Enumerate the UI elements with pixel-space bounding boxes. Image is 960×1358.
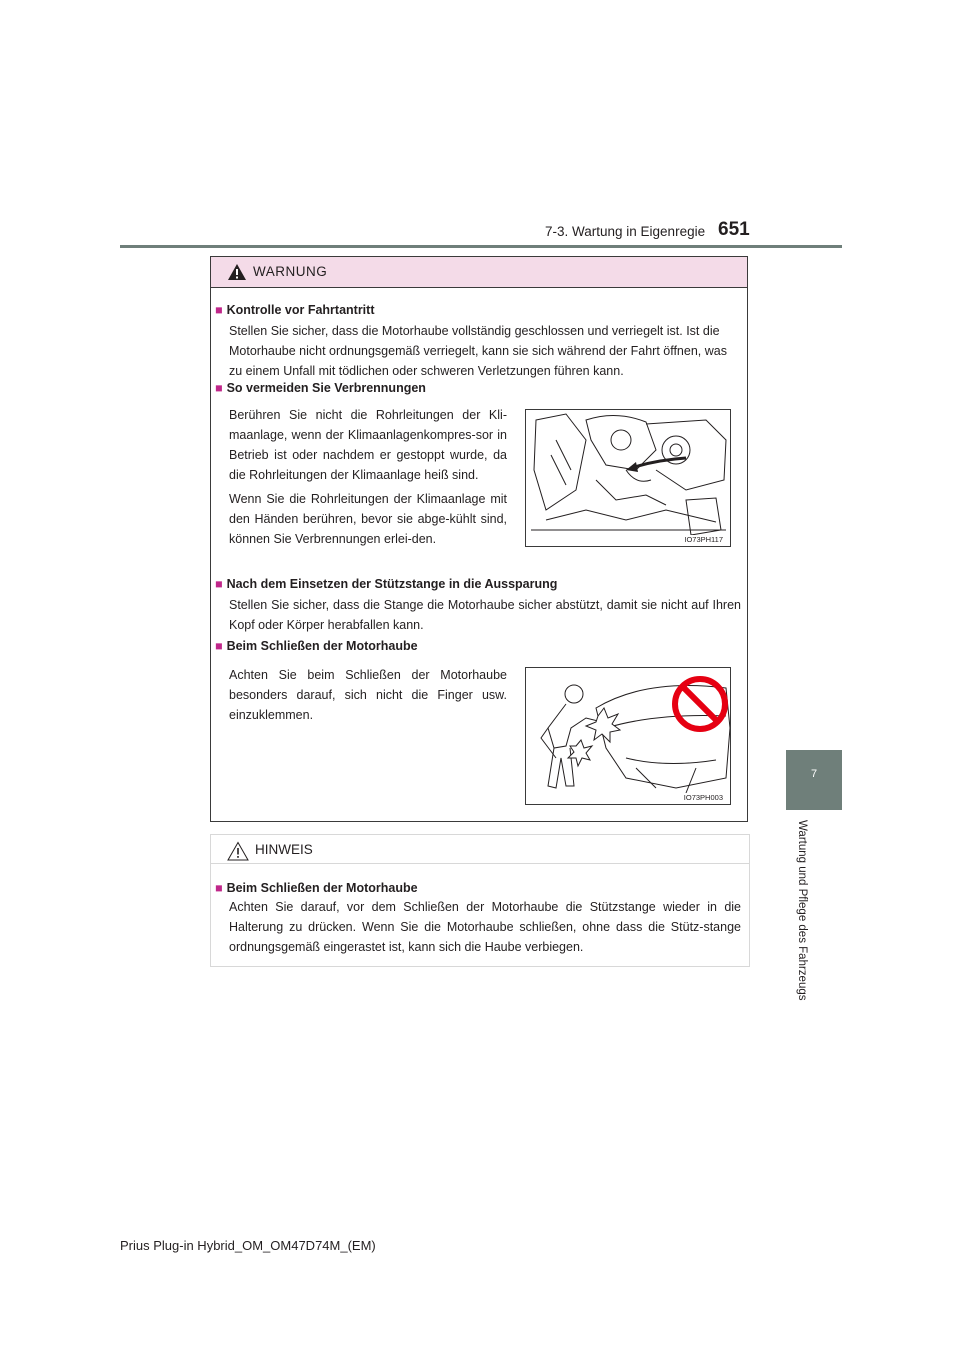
section-heading: ■ Kontrolle vor Fahrtantritt [215, 303, 375, 317]
note-heading: ■ Beim Schließen der Motorhaube [215, 881, 418, 895]
bullet-square-icon: ■ [215, 639, 223, 653]
section-heading: ■ Beim Schließen der Motorhaube [215, 639, 418, 653]
section-heading: ■ So vermeiden Sie Verbrennungen [215, 381, 426, 395]
paragraph: Berühren Sie nicht die Rohrleitungen der Kli-maanlage, wenn der Klimaanlagenkompres-sor in Betrieb ist oder nachdem er gestoppt wurde, da die Rohrleitungen der Klimaanlage heiß sind. [229, 408, 507, 482]
section-heading: ■ Nach dem Einsetzen der Stützstange in die Aussparung [215, 577, 558, 591]
bullet-square-icon: ■ [215, 577, 223, 591]
prohibited-icon [675, 679, 725, 729]
bullet-square-icon: ■ [215, 881, 223, 895]
section-text [229, 405, 507, 553]
page-number: 651 [718, 219, 750, 240]
warning-box [210, 256, 748, 822]
figure-code: IO73PH003 [683, 793, 723, 802]
note-header [211, 835, 749, 864]
warning-title: WARNUNG [253, 264, 328, 279]
note-box [210, 834, 750, 967]
paragraph: Wenn Sie die Rohrleitungen der Klimaanlage mit den Händen berühren, bevor sie abge-kühlt sind, können Sie Verbrennungen erlei-den. [229, 492, 507, 546]
bullet-square-icon: ■ [215, 303, 223, 317]
chapter-tab [786, 750, 842, 810]
section-text: Stellen Sie sicher, dass die Motorhaube vollständig geschlossen und verriegelt ist. Ist die Motorhaube nicht ordnungsgemäß verriegelt, kann sie sich während der Fahrt öffnen, was zu einem Unfall mit tödlichen oder schweren Verletzungen führen kann. [229, 324, 727, 378]
engine-bay-illustration [526, 410, 731, 547]
note-text: Achten Sie darauf, vor dem Schließen der Motorhaube die Stützstange wieder in die Halterung zu drücken. Wenn Sie die Motorhaube schließen, ohne dass die Stütz-stange ordnungsgemäß eingerastet ist, kann sich die Haube verbiegen. [229, 900, 741, 954]
warning-triangle-icon [227, 263, 247, 281]
section-title: 7-3. Wartung in Eigenregie [545, 224, 706, 239]
engine-bay-figure [525, 409, 731, 547]
chapter-number: 7 [810, 768, 818, 780]
chapter-label: Wartung und Pflege des Fahrzeugs [796, 820, 808, 1001]
figure-code: IO73PH117 [684, 535, 723, 544]
section-text: Achten Sie beim Schließen der Motorhaube besonders darauf, sich nicht die Finger usw. einzuklemmen. [229, 668, 507, 722]
section-text: Stellen Sie sicher, dass die Stange die Motorhaube sicher abstützt, damit sie nicht auf Ihren Kopf oder Körper herabfallen kann. [229, 598, 741, 632]
caution-triangle-icon [227, 841, 249, 861]
footer-document-id: Prius Plug-in Hybrid_OM_OM47D74M_(EM) [120, 1238, 376, 1253]
note-title: HINWEIS [255, 842, 313, 857]
bullet-square-icon: ■ [215, 381, 223, 395]
closing-hood-illustration [526, 668, 731, 805]
header-divider [120, 245, 842, 248]
closing-hood-figure [525, 667, 731, 805]
warning-header [211, 257, 747, 288]
